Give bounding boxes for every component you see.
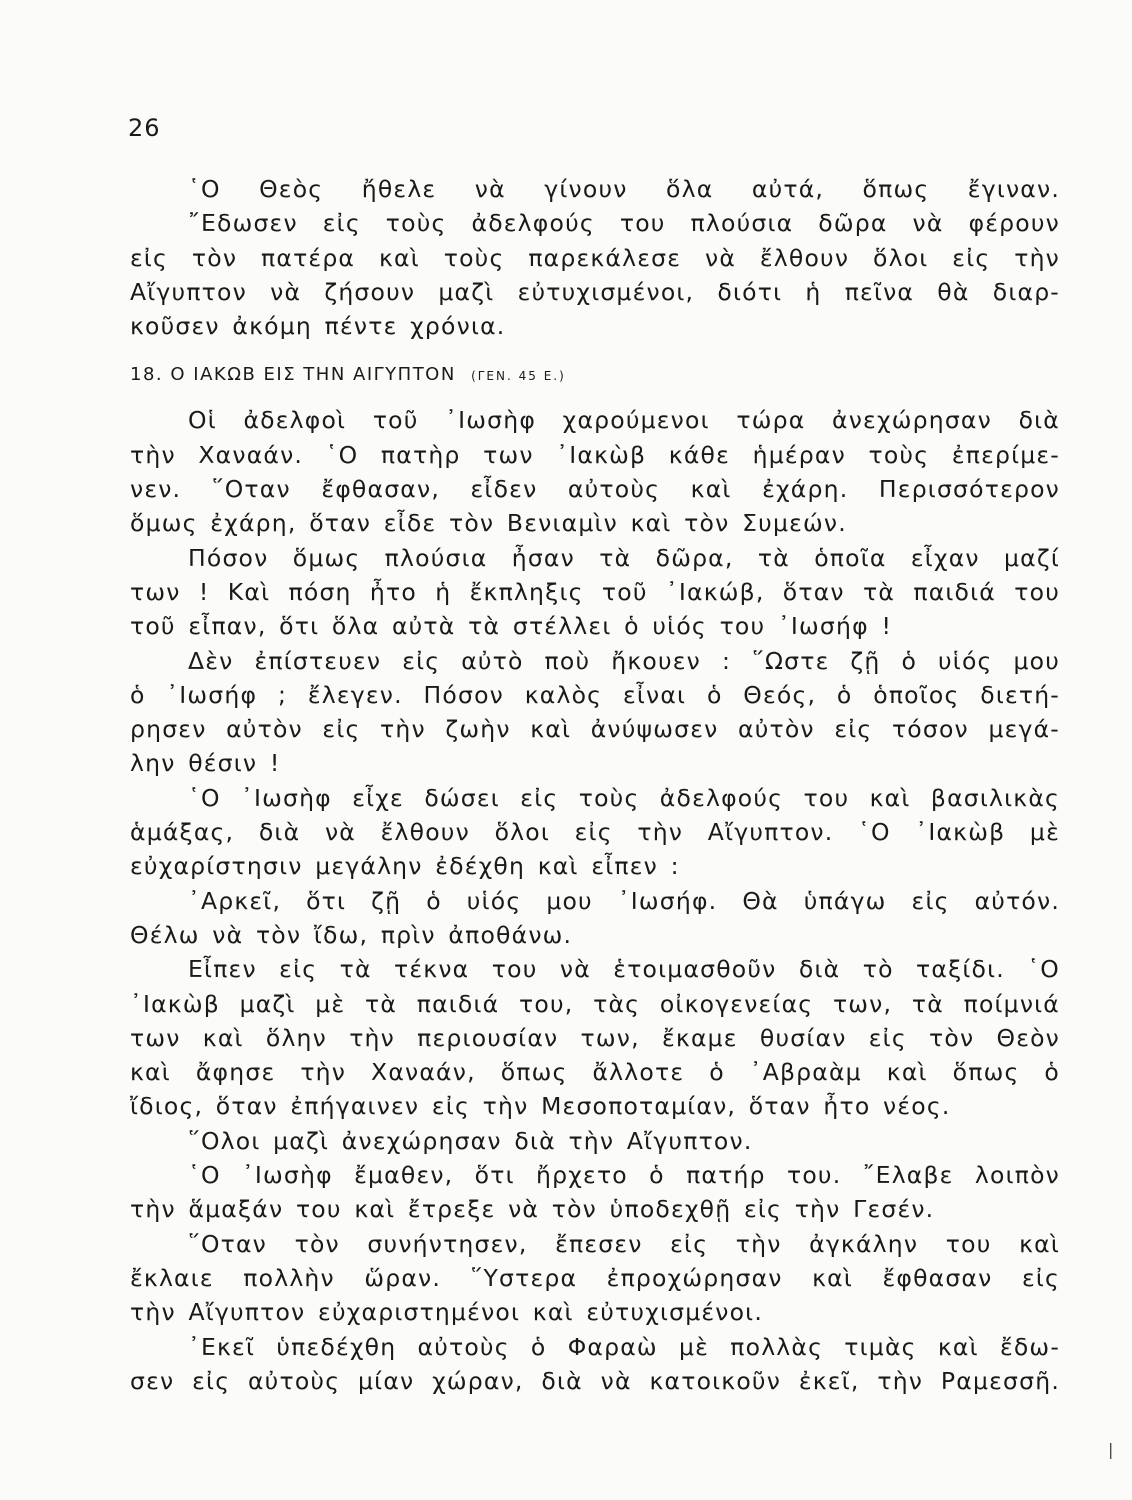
- body-text: [130, 403, 1060, 1398]
- text-line: ᾿Αρκεῖ, ὅτι ζῇ ὁ υἱός μου ᾿Ιωσήφ. Θὰ ὑπάγω εἰς αὐτόν.: [188, 886, 1060, 915]
- text-line: ῞Οταν τὸν συνήντησεν, ἔπεσεν εἰς τὴν ἀγκάλην του καὶ: [188, 1229, 1060, 1258]
- page-number: 26: [128, 114, 161, 142]
- text-line: ᾿Εκεῖ ὑπεδέχθη αὐτοὺς ὁ Φαραὼ μὲ πολλὰς τιμὰς καὶ ἔδω-: [188, 1332, 1060, 1361]
- section-reference: (ΓΕΝ. 45 Ε.): [471, 369, 566, 384]
- text-line: εὐχαρίστησιν μεγάλην ἐδέχθη καὶ εἶπεν :: [130, 852, 680, 881]
- text-line: τοῦ εἶπαν, ὅτι ὅλα αὐτὰ τὰ στέλλει ὁ υἱός του ᾿Ιωσήφ !: [130, 612, 893, 641]
- text-line: καὶ ἄφησε τὴν Χαναάν, ὅπως ἄλλοτε ὁ ᾿Αβραὰμ καὶ ὅπως ὁ: [130, 1058, 1060, 1087]
- text-line: Πόσον ὅμως πλούσια ἦσαν τὰ δῶρα, τὰ ὁποῖα εἶχαν μαζί: [188, 543, 1060, 572]
- text-line: ἔκλαιε πολλὴν ὥραν. ῞Υστερα ἐπροχώρησαν καὶ ἔφθασαν εἰς: [130, 1263, 1060, 1292]
- text-line: Δὲν ἐπίστευεν εἰς αὐτὸ ποὺ ἤκουεν : ῞Ωστε ζῇ ὁ υἱός μου: [188, 646, 1060, 675]
- text-line: ῾Ο ᾿Ιωσὴφ ἔμαθεν, ὅτι ἤρχετο ὁ πατήρ του. ῎Ελαβε λοιπὸν: [188, 1161, 1060, 1190]
- text-line: ἁμάξας, διὰ νὰ ἔλθουν ὅλοι εἰς τὴν Αἴγυπτον. ῾Ο ᾿Ιακὼβ μὲ: [130, 818, 1060, 847]
- text-line: των καὶ ὅλην τὴν περιουσίαν των, ἔκαμε θυσίαν εἰς τὸν Θεὸν: [130, 1023, 1060, 1052]
- text-line: τὴν Αἴγυπτον εὐχαριστημένοι καὶ εὐτυχισμένοι.: [130, 1298, 764, 1327]
- text-line: ρησεν αὐτὸν εἰς τὴν ζωὴν καὶ ἀνύψωσεν αὐτὸν εἰς τόσον μεγά-: [130, 715, 1060, 744]
- section-title: Ο ΙΑΚΩΒ ΕΙΣ ΤΗΝ ΑΙΓΥΠΤΟΝ: [170, 364, 456, 386]
- text-line: κοῦσεν ἀκόμη πέντε χρόνια.: [130, 312, 506, 341]
- section-heading: [130, 351, 1060, 399]
- text-line: ῾Ο ᾿Ιωσὴφ εἶχε δώσει εἰς τοὺς ἀδελφούς του καὶ βασιλικὰς: [188, 783, 1060, 812]
- text-line: σεν εἰς αὐτοὺς μίαν χώραν, διὰ νὰ κατοικοῦν ἐκεῖ, τὴν Ραμεσσῆ.: [130, 1366, 1060, 1395]
- scan-artifact-mark: |: [1108, 1440, 1114, 1459]
- text-line: ᾿Ιακὼβ μαζὶ μὲ τὰ παιδιά του, τὰς οἰκογενείας των, τὰ ποίμνιά: [130, 989, 1060, 1018]
- text-line: ῾Ο Θεὸς ἤθελε νὰ γίνουν ὅλα αὐτά, ὅπως ἔγιναν.: [188, 175, 1060, 203]
- text-line: Οἱ ἀδελφοὶ τοῦ ᾿Ιωσὴφ χαρούμενοι τώρα ἀνεχώρησαν διὰ: [188, 406, 1060, 435]
- text-line: νεν. ῞Οταν ἔφθασαν, εἶδεν αὐτοὺς καὶ ἐχάρη. Περισσότερον: [130, 475, 1060, 504]
- text-line: ὁ ᾿Ιωσήφ ; ἔλεγεν. Πόσον καλὸς εἶναι ὁ Θεός, ὁ ὁποῖος διετή-: [130, 680, 1060, 709]
- text-line: Θέλω νὰ τὸν ἴδω, πρὶν ἀποθάνω.: [130, 920, 573, 949]
- text-line: Αἴγυπτον νὰ ζήσουν μαζὶ εὐτυχισμένοι, διότι ἡ πεῖνα θὰ διαρ-: [130, 277, 1060, 306]
- text-line: τὴν Χαναάν. ῾Ο πατὴρ των ᾿Ιακὼβ κάθε ἡμέραν τοὺς ἐπερίμε-: [130, 440, 1060, 469]
- text-line: ῞Ολοι μαζὶ ἀνεχώρησαν διὰ τὴν Αἴγυπτον.: [188, 1126, 753, 1155]
- text-line: εἰς τὸν πατέρα καὶ τοὺς παρεκάλεσε νὰ ἔλθουν ὅλοι εἰς τὴν: [130, 243, 1060, 272]
- text-line: Εἶπεν εἰς τὰ τέκνα του νὰ ἑτοιμασθοῦν διὰ τὸ ταξίδι. ῾Ο: [188, 955, 1060, 984]
- text-line: των ! Καὶ πόση ἦτο ἡ ἔκπληξις τοῦ ᾿Ιακώβ, ὅταν τὰ παιδιά του: [130, 577, 1060, 606]
- intro-paragraph: [130, 172, 1060, 343]
- text-line: τὴν ἅμαξάν του καὶ ἔτρεξε νὰ τὸν ὑποδεχθῇ εἰς τὴν Γεσέν.: [130, 1195, 935, 1224]
- text-line: ῎Εδωσεν εἰς τοὺς ἀδελφούς του πλούσια δῶρα νὰ φέρουν: [188, 209, 1060, 238]
- text-block: [130, 172, 1060, 1398]
- text-line: ὅμως ἐχάρη, ὅταν εἶδε τὸν Βενιαμὶν καὶ τὸν Συμεών.: [130, 509, 847, 538]
- section-number: 18.: [130, 364, 164, 386]
- text-line: ἴδιος, ὅταν ἐπήγαινεν εἰς τὴν Μεσοποταμίαν, ὅταν ἦτο νέος.: [130, 1092, 951, 1121]
- text-line: λην θέσιν !: [130, 749, 281, 778]
